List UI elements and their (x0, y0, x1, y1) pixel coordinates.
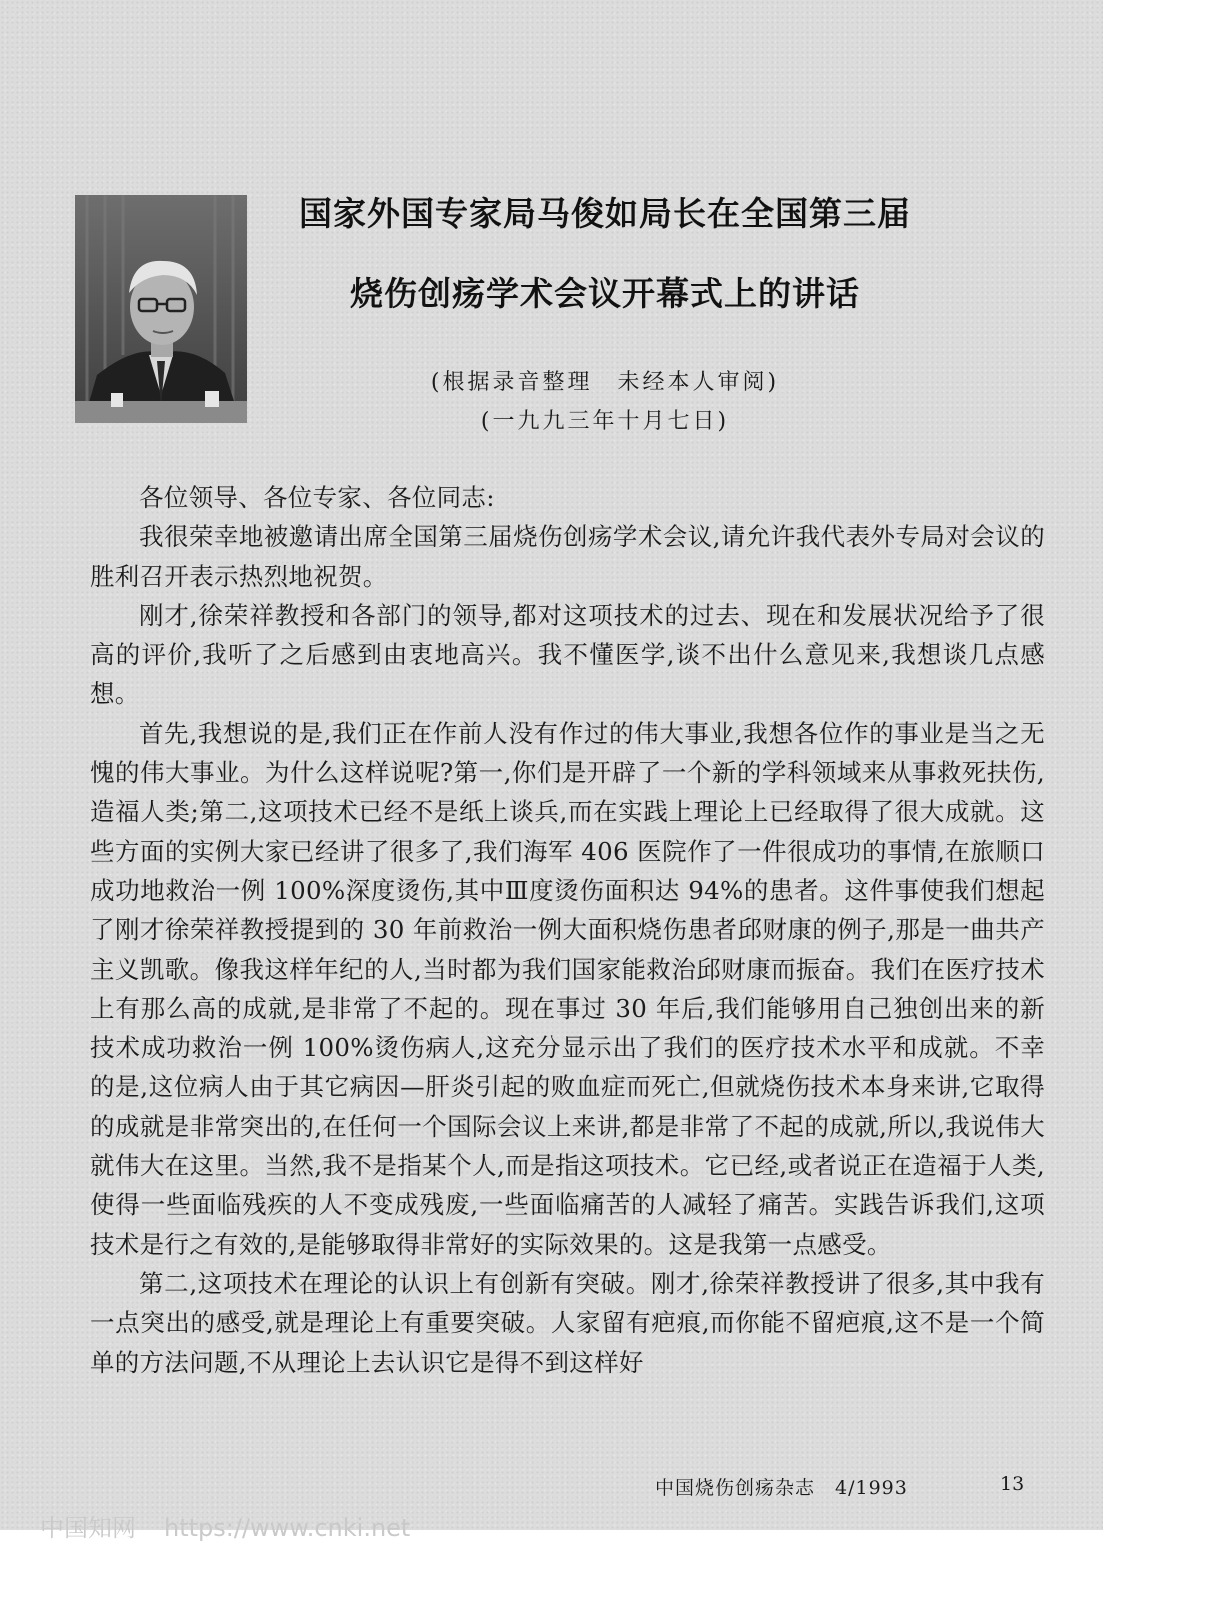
article-title-line2: 烧伤创疡学术会议开幕式上的讲话 (350, 274, 860, 313)
body-paragraph: 第二,这项技术在理论的认识上有创新有突破。刚才,徐荣祥教授讲了很多,其中我有一点突出的感受,就是理论上有重要突破。人家留有疤痕,而你能不留疤痕,这不是一个简单的方法问题,不从理论上去认识它是得不到这样好 (90, 1268, 1045, 1377)
body-paragraph: 刚才,徐荣祥教授和各部门的领导,都对这项技术的过去、现在和发展状况给予了很高的评价,我听了之后感到由衷地高兴。我不懂医学,谈不出什么意见来,我想谈几点感想。 (90, 600, 1045, 709)
journal-footer: 中国烧伤创疡杂志 4/1993 (655, 1477, 908, 1499)
article-body (90, 478, 1045, 1382)
speech-date: (一九九三年十月七日) (480, 409, 730, 434)
article-title-line1: 国家外国专家局马俊如局长在全国第三届 (299, 194, 911, 233)
page-number: 13 (1000, 1473, 1025, 1495)
body-paragraph: 我很荣幸地被邀请出席全国第三届烧伤创疡学术会议,请允许我代表外专局对会议的胜利召开表示热烈地祝贺。 (90, 522, 1045, 591)
watermark-url: https://www.cnki.net (164, 1514, 411, 1542)
portrait-photo (75, 195, 247, 423)
salutation: 各位领导、各位专家、各位同志: (139, 483, 495, 512)
watermark-brand: 中国知网 (40, 1514, 136, 1542)
body-paragraph: 首先,我想说的是,我们正在作前人没有作过的伟大事业,我想各位作的事业是当之无愧的伟大事业。为什么这样说呢?第一,你们是开辟了一个新的学科领域来从事救死扶伤,造福人类;第二,这项技术已经不是纸上谈兵,而在实践上理论上已经取得了很大成就。这些方面的实例大家已经讲了很多了,我们海军 406 医院作了一件很成功的事情,在旅顺口成功地救治一例 100%深度烫伤,其中Ⅲ度烫伤面积达 94%的患者。这件事使我们想起了刚才徐荣祥教授提到的 30 年前救治一例大面积烧伤患者邱财康的例子,那是一曲共产主义凯歌。像我这样年纪的人,当时都为我们国家能救治邱财康而振奋。我们在医疗技术上有那么高的成就,是非常了不起的。现在事过 30 年后,我们能够用自己独创出来的新技术成功救治一例 100%烫伤病人,这充分显示出了我们的医疗技术水平和成就。不幸的是,这位病人由于其它病因—肝炎引起的败血症而死亡,但就烧伤技术本身来讲,它取得的成就是非常突出的,在任何一个国际会议上来讲,都是非常了不起的成就,所以,我说伟大就伟大在这里。当然,我不是指某个人,而是指这项技术。它已经,或者说正在造福于人类,使得一些面临残疾的人不变成残废,一些面临痛苦的人减轻了痛苦。实践告诉我们,这项技术是行之有效的,是能够取得非常好的实际效果的。这是我第一点感受。 (90, 718, 1045, 1259)
cnki-watermark (40, 1508, 410, 1543)
transcript-note: (根据录音整理 未经本人审阅) (430, 370, 780, 395)
